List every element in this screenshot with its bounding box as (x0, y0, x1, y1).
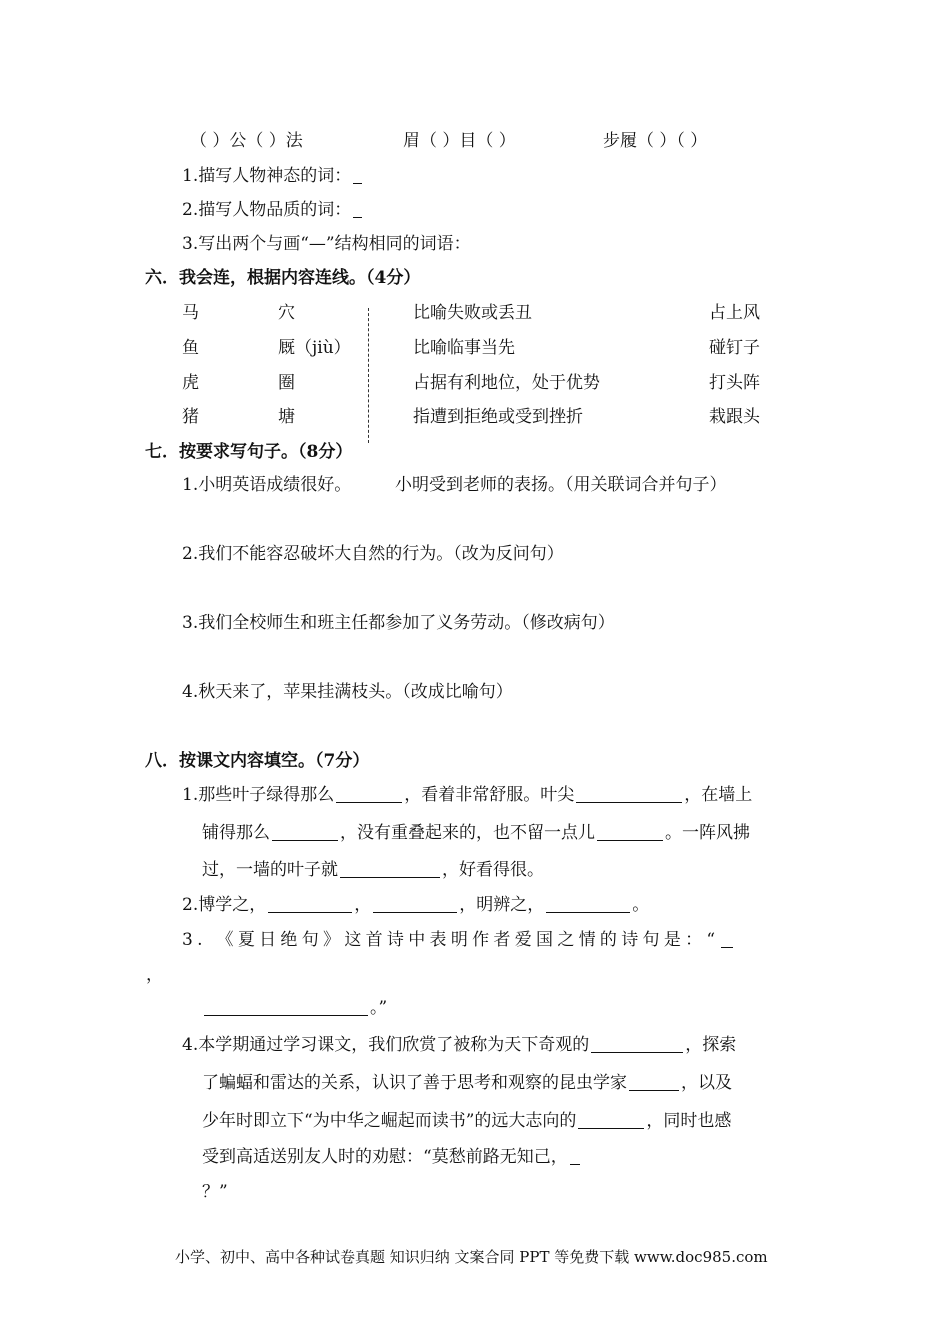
text-segment: 。 (632, 895, 650, 915)
s8-q3-comma: ， (146, 965, 163, 985)
s7-question-4: 4.秋天来了，苹果挂满枝头。（改成比喻句） (182, 682, 513, 702)
s7-question-1b: 小明受到老师的表扬。（用关联词合并句子） (395, 475, 727, 495)
text-segment: ，看着非常舒服。叶尖 (404, 785, 575, 805)
meaning-item: 比喻失败或丢丑 (413, 303, 532, 323)
s8-q4-line1 (182, 1030, 736, 1055)
text-segment: ，明辨之， (459, 895, 545, 915)
page-footer: 小学、初中、高中各种试卷真题 知识归纳 文案合同 PPT 等免费下载 www.doc985.com (175, 1248, 768, 1266)
idiom-3: 步履（ ）（ ） (603, 131, 708, 151)
text-segment: 了蝙蝠和雷达的关系，认识了善于思考和观察的昆虫学家 (202, 1073, 627, 1093)
animal-item: 虎 (182, 373, 199, 393)
answer-blank[interactable] (576, 801, 682, 803)
text-segment: 。” (370, 998, 388, 1018)
text-segment: 4.本学期通过学习课文，我们欣赏了被称为天下奇观的 (182, 1035, 590, 1055)
text-segment: ，好看得很。 (442, 860, 544, 880)
answer-blank[interactable] (353, 216, 362, 218)
phrase-item: 栽跟头 (709, 407, 760, 427)
answer-blank[interactable] (268, 911, 352, 913)
idiom-1: （ ）公（ ）法 (190, 131, 303, 151)
answer-blank[interactable] (629, 1089, 679, 1091)
text-segment: ，在墙上 (684, 785, 753, 805)
text-segment: ，没有重叠起来的，也不留一点儿 (340, 823, 595, 843)
phrase-item: 占上风 (709, 303, 760, 323)
s8-q3-line1 (182, 925, 735, 950)
s8-q1-line1 (182, 780, 752, 805)
s8-q4-line2 (202, 1068, 732, 1093)
answer-blank[interactable] (204, 1014, 368, 1016)
answer-blank[interactable] (578, 1127, 644, 1129)
s7-question-1a: 1.小明英语成绩很好。 (182, 475, 352, 495)
s8-q4-line4 (202, 1142, 582, 1167)
answer-blank[interactable] (546, 911, 630, 913)
s5-q2-text: 2.描写人物品质的词： (182, 200, 352, 220)
place-item: 厩（jiù） (278, 338, 351, 358)
section8-heading: 八．按课文内容填空。（7分） (145, 751, 370, 771)
animal-item: 猪 (182, 407, 199, 427)
phrase-item: 碰钉子 (709, 338, 760, 358)
meaning-item: 指遭到拒绝或受到挫折 (413, 407, 583, 427)
answer-blank[interactable] (353, 182, 362, 184)
s5-question-3: 3.写出两个与画“—”结构相同的词语： (182, 234, 471, 254)
s8-q4-line3 (202, 1106, 731, 1131)
phrase-item: 打头阵 (709, 373, 760, 393)
animal-item: 鱼 (182, 338, 199, 358)
s5-question-1 (182, 161, 364, 186)
text-segment: 2.博学之， (182, 895, 267, 915)
s8-q2 (182, 890, 649, 915)
text-segment: 少年时即立下“为中华之崛起而读书”的远大志向的 (202, 1111, 577, 1131)
answer-blank[interactable] (597, 839, 663, 841)
answer-blank[interactable] (570, 1163, 580, 1165)
dashed-divider (368, 308, 369, 443)
text-segment: 铺得那么 (202, 823, 270, 843)
text-segment: 。一阵风拂 (665, 823, 750, 843)
s8-q1-line2 (202, 818, 750, 843)
s7-question-2: 2.我们不能容忍破坏大自然的行为。（改为反问句） (182, 544, 564, 564)
s7-question-3: 3.我们全校师生和班主任都参加了义务劳动。（修改病句） (182, 613, 615, 633)
animal-item: 马 (182, 303, 199, 323)
answer-blank[interactable] (591, 1051, 683, 1053)
text-segment: ，同时也感 (646, 1111, 732, 1131)
idiom-2: 眉（ ）目（ ） (403, 131, 516, 151)
section6-heading: 六．我会连，根据内容连线。（4分） (145, 268, 421, 288)
text-segment: 受到高适送别友人时的劝慰：“莫愁前路无知己， (202, 1147, 568, 1167)
meaning-item: 比喻临事当先 (413, 338, 515, 358)
place-item: 穴 (278, 303, 295, 323)
s5-q1-text: 1.描写人物神态的词： (182, 166, 352, 186)
answer-blank[interactable] (336, 801, 402, 803)
text-segment: ，以及 (681, 1073, 732, 1093)
text-segment: 过，一墙的叶子就 (202, 860, 338, 880)
s8-q3-line2 (202, 993, 387, 1018)
text-segment: ，探索 (685, 1035, 737, 1055)
answer-blank[interactable] (721, 946, 733, 948)
place-item: 圈 (278, 373, 295, 393)
text-segment: ， (354, 895, 372, 915)
answer-blank[interactable] (272, 839, 338, 841)
answer-blank[interactable] (373, 911, 457, 913)
place-item: 塘 (278, 407, 295, 427)
meaning-item: 占据有利地位，处于优势 (413, 373, 600, 393)
text-segment: 1.那些叶子绿得那么 (182, 785, 335, 805)
s5-question-2 (182, 195, 364, 220)
section7-heading: 七．按要求写句子。（8分） (145, 442, 353, 462)
s8-q1-line3 (202, 855, 544, 880)
s8-q4-line5: ？” (202, 1182, 228, 1202)
answer-blank[interactable] (340, 876, 440, 878)
text-segment: 3. 《夏日绝句》这首诗中表明作者爱国之情的诗句是：“ (182, 930, 720, 950)
